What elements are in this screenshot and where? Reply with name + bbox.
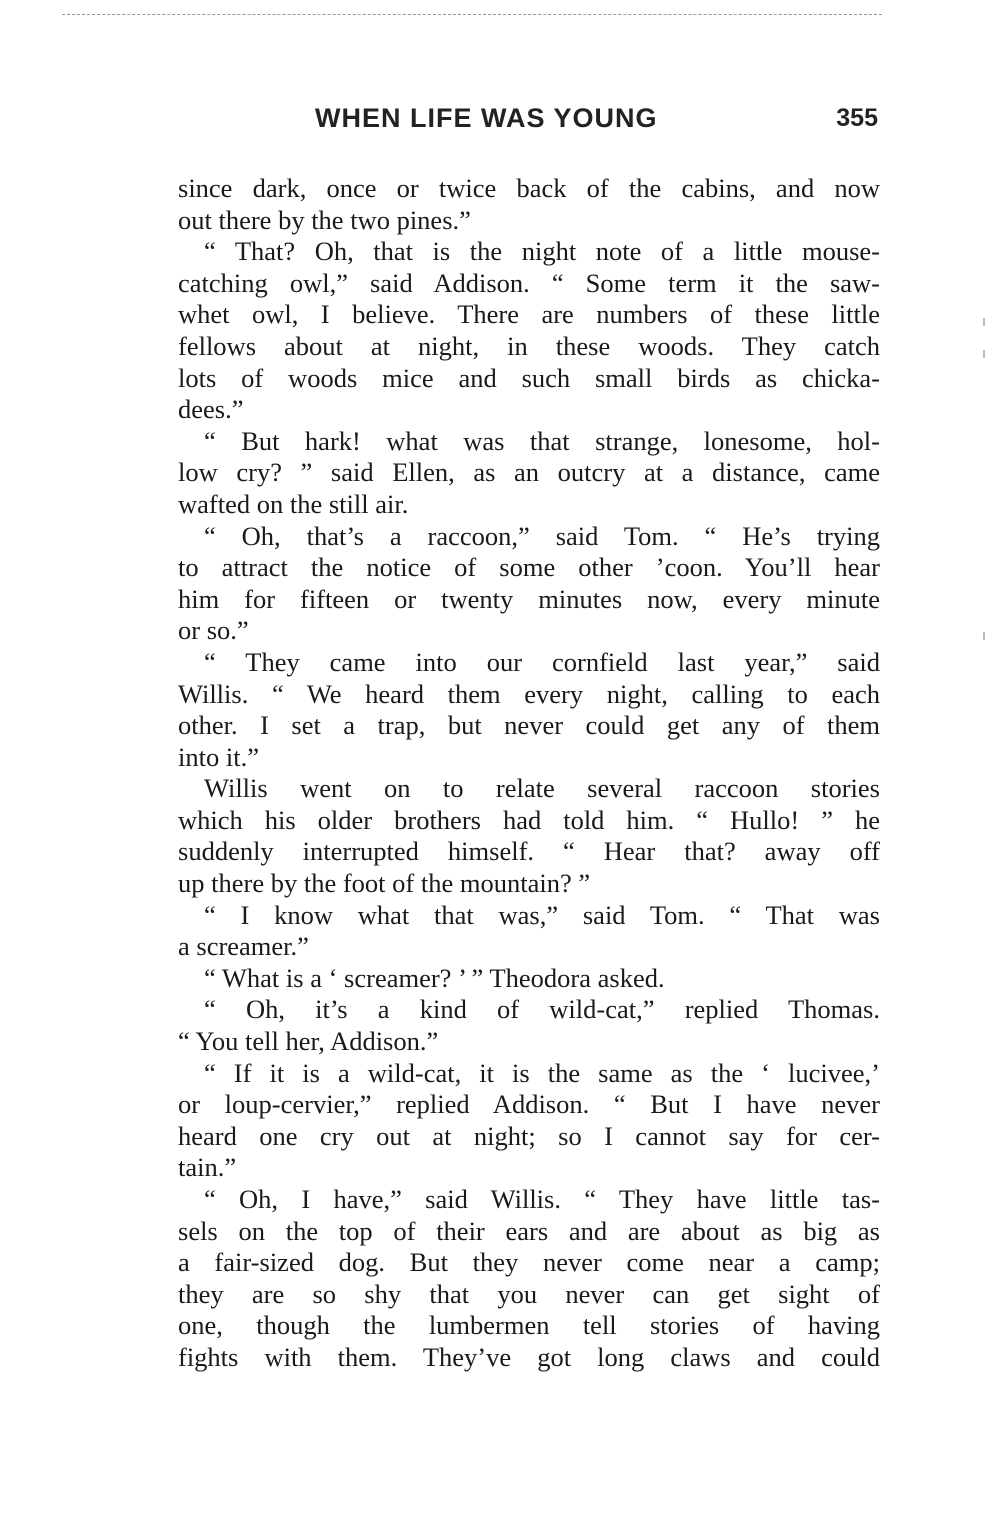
text-line: dees.” bbox=[178, 394, 244, 425]
text-line: Willis. “ We heard them every night, calling to each bbox=[178, 678, 880, 709]
text-line: other. I set a trap, but never could get any of them bbox=[178, 710, 880, 741]
page-header bbox=[178, 100, 878, 140]
text-line: lots of woods mice and such small birds as chicka- bbox=[178, 362, 880, 393]
text-line: “ Oh, that’s a raccoon,” said Tom. “ He’s trying bbox=[204, 520, 880, 551]
text-line: up there by the foot of the mountain? ” bbox=[178, 868, 591, 899]
scan-margin-mark bbox=[983, 318, 985, 326]
text-line: sels on the top of their ears and are about as big as bbox=[178, 1215, 880, 1246]
text-line: suddenly interrupted himself. “ Hear that? away off bbox=[178, 836, 880, 867]
text-line: heard one cry out at night; so I cannot say for cer- bbox=[178, 1120, 880, 1151]
text-line: a screamer.” bbox=[178, 931, 309, 962]
running-title: WHEN LIFE WAS YOUNG bbox=[315, 103, 658, 133]
scan-top-rule bbox=[62, 14, 882, 15]
text-line: “ But hark! what was that strange, lonesome, hol- bbox=[204, 425, 880, 456]
text-line: “ They came into our cornfield last year,” said bbox=[204, 646, 880, 677]
text-line: into it.” bbox=[178, 741, 259, 772]
text-line: one, though the lumbermen tell stories of having bbox=[178, 1310, 880, 1341]
text-line: fellows about at night, in these woods. They catch bbox=[178, 330, 880, 361]
text-line: “ What is a ‘ screamer? ’ ” Theodora asked. bbox=[204, 962, 665, 993]
text-line: Willis went on to relate several raccoon stories bbox=[204, 773, 880, 804]
body-text bbox=[178, 173, 880, 1374]
scan-margin-mark bbox=[983, 350, 985, 358]
text-line: him for fifteen or twenty minutes now, every minute bbox=[178, 583, 880, 614]
text-line: they are so shy that you never can get sight of bbox=[178, 1278, 880, 1309]
text-line: fights with them. They’ve got long claws and could bbox=[178, 1341, 880, 1372]
text-line: to attract the notice of some other ’coon. You’ll hear bbox=[178, 552, 880, 583]
text-line: tain.” bbox=[178, 1152, 237, 1183]
page-number: 355 bbox=[836, 104, 878, 132]
text-line: out there by the two pines.” bbox=[178, 204, 471, 235]
text-line: whet owl, I believe. There are numbers of these little bbox=[178, 299, 880, 330]
scan-margin-mark bbox=[983, 632, 985, 640]
text-line: “ If it is a wild-cat, it is the same as the ‘ lucivee,’ bbox=[204, 1057, 880, 1088]
text-line: low cry? ” said Ellen, as an outcry at a distance, came bbox=[178, 457, 880, 488]
text-line: “ Oh, I have,” said Willis. “ They have little tas- bbox=[204, 1184, 880, 1214]
text-line: wafted on the still air. bbox=[178, 488, 409, 519]
text-line: or so.” bbox=[178, 615, 249, 646]
text-line: which his older brothers had told him. “ Hullo! ” he bbox=[178, 804, 880, 835]
text-line: “ I know what that was,” said Tom. “ That was bbox=[204, 899, 880, 930]
text-line: “ You tell her, Addison.” bbox=[178, 1026, 439, 1057]
text-line: a fair-sized dog. But they never come near a camp; bbox=[178, 1247, 880, 1278]
text-line: or loup-cervier,” replied Addison. “ But I have never bbox=[178, 1089, 880, 1120]
text-line: “ That? Oh, that is the night note of a little mouse- bbox=[204, 236, 880, 267]
text-line: “ Oh, it’s a kind of wild-cat,” replied Thomas. bbox=[204, 994, 880, 1025]
text-line: since dark, once or twice back of the cabins, and now bbox=[178, 173, 880, 203]
text-line: catching owl,” said Addison. “ Some term it the saw- bbox=[178, 267, 880, 298]
